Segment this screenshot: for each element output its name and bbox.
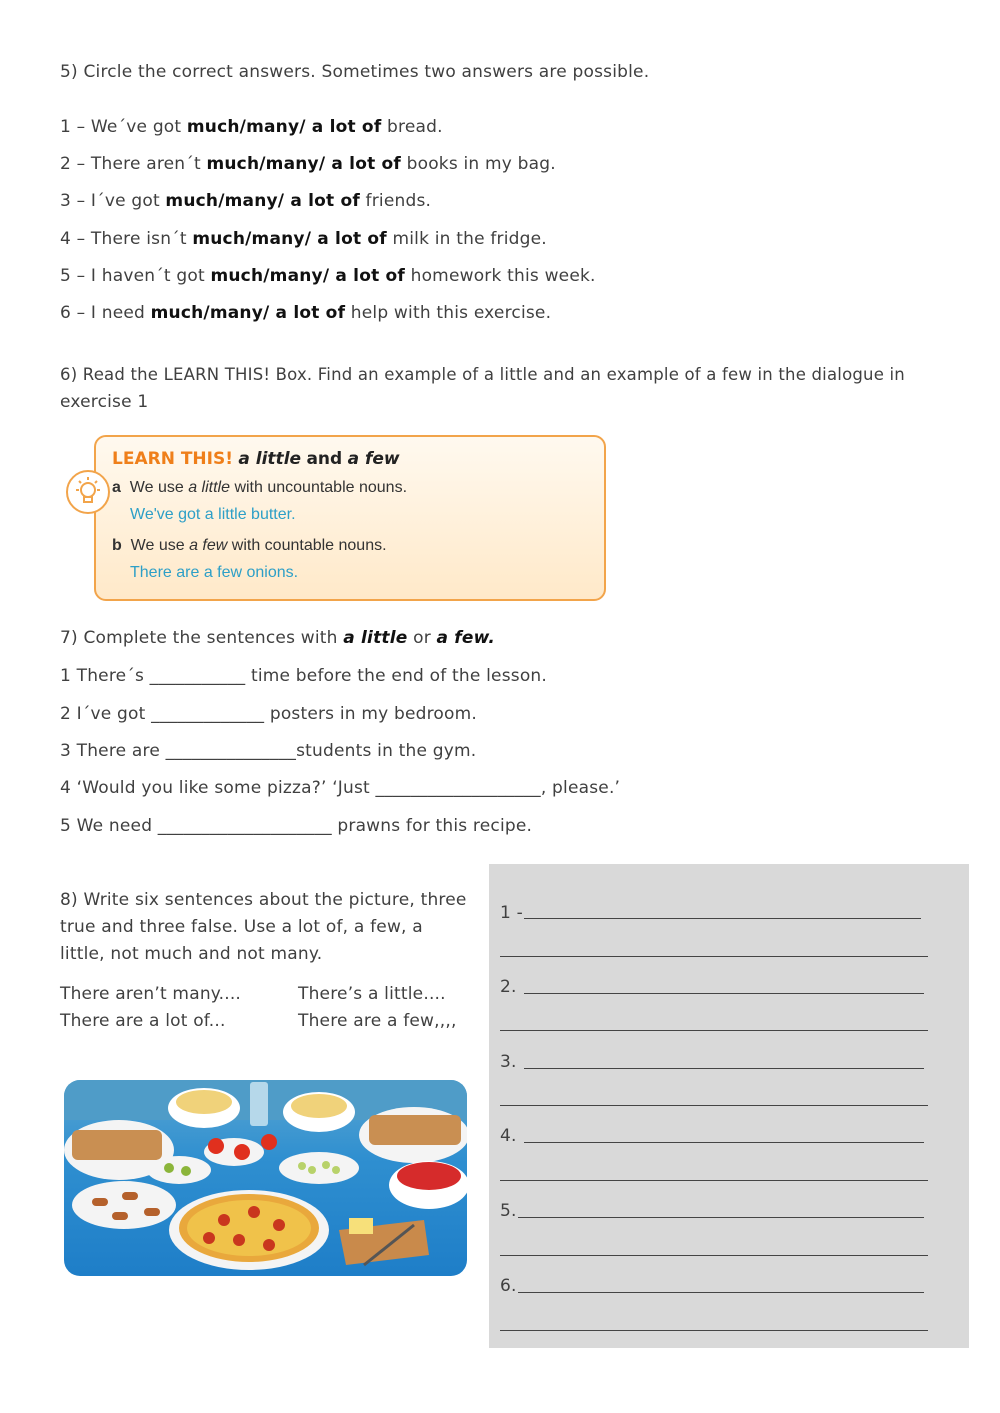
food-table-picture <box>64 1080 467 1276</box>
answer-line-1b[interactable] <box>500 956 928 957</box>
ex5-item-4-options[interactable]: much/many/ a lot of <box>192 229 387 249</box>
ex7-em-few: a few. <box>436 628 496 648</box>
learn-box-subtitle-a: a little <box>238 449 302 469</box>
ex8-prompt-2: There’s a little.... <box>298 984 446 1004</box>
ex7-item-1[interactable]: 1 There´s ___________ time before the end of the lesson. <box>60 666 548 686</box>
answer-label-1: 1 - <box>500 903 523 923</box>
ex5-item-3-pre: 3 – I´ve got <box>60 191 166 211</box>
rule-b-letter: b <box>112 537 122 554</box>
answer-label-5: 5. <box>500 1201 517 1221</box>
ex7-item-2[interactable]: 2 I´ve got _____________ posters in my bedroom. <box>60 704 477 724</box>
answer-label-2: 2. <box>500 977 517 997</box>
ex6-line-1: 6) Read the LEARN THIS! Box. Find an example of a little and an example of a few in the dialogue in <box>60 365 905 384</box>
answer-line-3a[interactable] <box>524 1068 924 1069</box>
ex5-item-6 <box>60 303 551 323</box>
answer-label-3: 3. <box>500 1052 517 1072</box>
ex8-line-2: true and three false. Use a lot of, a few, a <box>60 917 423 937</box>
rule-a-post: with uncountable nouns. <box>230 479 408 496</box>
answer-line-6a[interactable] <box>518 1292 924 1293</box>
ex5-item-5-pre: 5 – I haven´t got <box>60 266 211 286</box>
answer-line-6b[interactable] <box>500 1330 928 1331</box>
learn-box-heading <box>112 449 400 469</box>
ex5-item-2-post: books in my bag. <box>401 154 556 174</box>
rule-a-pre: We use <box>129 479 189 496</box>
ex5-instruction: 5) Circle the correct answers. Sometimes two answers are possible. <box>60 62 650 82</box>
ex7-pre: 7) Complete the sentences with <box>60 628 344 648</box>
ex7-item-5[interactable]: 5 We need ____________________ prawns for this recipe. <box>60 816 533 836</box>
ex5-item-1-pre: 1 – We´ve got <box>60 117 187 137</box>
answer-line-4a[interactable] <box>524 1142 924 1143</box>
answer-line-2b[interactable] <box>500 1030 928 1031</box>
ex5-item-5 <box>60 266 596 286</box>
learn-box-example-a: We've got a little butter. <box>130 506 296 523</box>
ex5-item-5-options[interactable]: much/many/ a lot of <box>210 266 405 286</box>
ex5-item-1-post: bread. <box>381 117 443 137</box>
rule-b-pre: We use <box>130 537 190 554</box>
ex7-mid: or <box>407 628 437 648</box>
ex7-item-3[interactable]: 3 There are _______________students in the gym. <box>60 741 477 761</box>
learn-box-rule-a <box>112 479 407 497</box>
ex5-item-6-pre: 6 – I need <box>60 303 151 323</box>
answer-line-3b[interactable] <box>500 1105 928 1106</box>
answer-label-4: 4. <box>500 1126 517 1146</box>
learn-box-example-b: There are a few onions. <box>130 564 299 581</box>
learn-box-title: LEARN THIS! <box>112 449 233 469</box>
rule-a-em: a little <box>188 479 230 496</box>
answer-line-4b[interactable] <box>500 1180 928 1181</box>
ex5-item-4-post: milk in the fridge. <box>386 229 547 249</box>
learn-box-rule-b <box>112 537 387 555</box>
ex5-item-6-options[interactable]: much/many/ a lot of <box>150 303 346 323</box>
ex5-item-1 <box>60 117 443 137</box>
ex8-line-1: 8) Write six sentences about the picture, three <box>60 890 467 910</box>
answer-line-5b[interactable] <box>500 1255 928 1256</box>
answer-label-6: 6. <box>500 1276 517 1296</box>
learn-box-subtitle-and: and <box>306 449 343 469</box>
rule-a-letter: a <box>112 479 121 496</box>
answer-line-1a[interactable] <box>524 918 921 919</box>
ex5-item-3 <box>60 191 431 211</box>
ex5-item-1-options[interactable]: much/many/ a lot of <box>186 117 382 137</box>
ex8-prompt-4: There are a few,,,, <box>298 1011 457 1031</box>
rule-b-post: with countable nouns. <box>227 537 387 554</box>
ex5-item-5-post: homework this week. <box>405 266 596 286</box>
ex5-item-2-pre: 2 – There aren´t <box>60 154 207 174</box>
answer-panel <box>489 864 969 1348</box>
ex5-item-3-options[interactable]: much/many/ a lot of <box>165 191 360 211</box>
ex5-item-4 <box>60 229 547 249</box>
ex7-item-4[interactable]: 4 ‘Would you like some pizza?’ ‘Just ___________________, please.’ <box>60 778 621 798</box>
ex5-item-3-post: friends. <box>359 191 432 211</box>
ex5-item-2 <box>60 154 556 174</box>
rule-b-em: a few <box>189 537 228 554</box>
ex7-instruction <box>60 628 495 648</box>
ex8-prompt-1: There aren’t many.... <box>60 984 242 1004</box>
ex5-item-4-pre: 4 – There isn´t <box>60 229 193 249</box>
learn-box-subtitle-b: a few <box>347 449 400 469</box>
ex8-line-3: little, not much and not many. <box>60 944 323 964</box>
ex8-prompt-3: There are a lot of... <box>60 1011 226 1031</box>
ex5-item-6-post: help with this exercise. <box>345 303 552 323</box>
ex7-em-little: a little <box>343 628 408 648</box>
answer-line-2a[interactable] <box>524 993 924 994</box>
ex6-line-2: exercise 1 <box>60 392 149 412</box>
answer-line-5a[interactable] <box>518 1217 924 1218</box>
ex5-item-2-options[interactable]: much/many/ a lot of <box>206 154 401 174</box>
lightbulb-icon <box>66 470 110 514</box>
